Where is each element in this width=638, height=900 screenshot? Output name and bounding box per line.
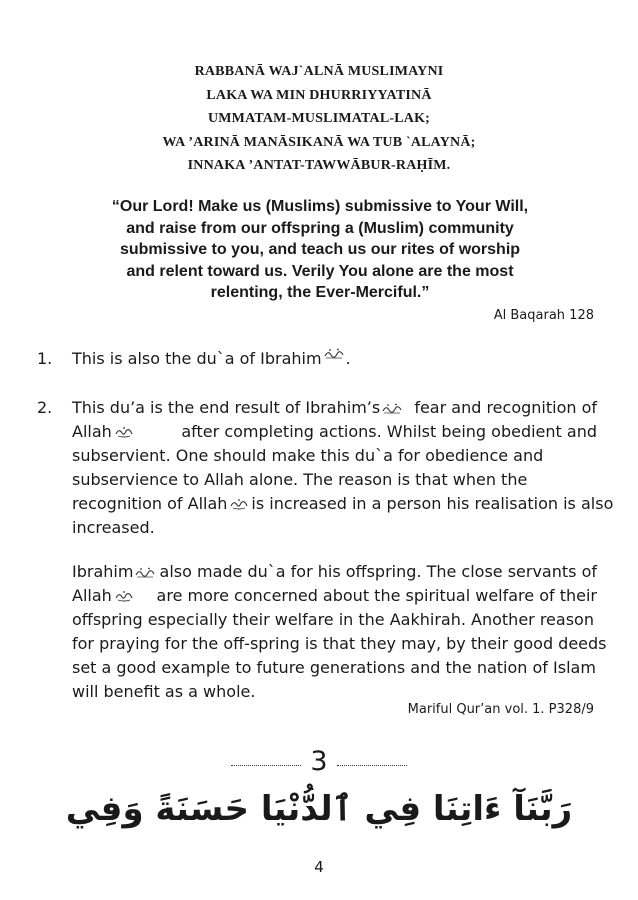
alayhis-salam-icon	[135, 566, 155, 578]
text-run: Allah	[72, 422, 112, 441]
list-item-text: This is also the du`a of Ibrahim	[72, 349, 322, 368]
transliteration-line: WA ’ARINĀ MANĀSIKANĀ WA TUB `ALAYNĀ;	[162, 134, 476, 150]
dotted-rule-left	[231, 765, 301, 766]
list-item-number: 1.	[37, 349, 53, 368]
list-item-text-end: .	[345, 349, 351, 368]
azza-wa-jalla-icon	[114, 590, 134, 602]
text-run: after completing actions. Whilst being obedient and	[181, 422, 597, 441]
text-run: Ibrahim	[72, 562, 134, 581]
azza-wa-jalla-icon	[229, 498, 249, 510]
section-number: 3	[310, 746, 328, 777]
alayhis-salam-icon	[324, 347, 344, 359]
dotted-rule-right	[337, 765, 407, 766]
list-item-1	[37, 347, 597, 371]
page-number: 4	[314, 858, 324, 876]
text-line: set a good example to future generations and the nation of Islam	[72, 658, 596, 677]
text-line: subservient. One should make this du`a for obedience and	[72, 446, 544, 465]
transliteration-line: INNAKA ’ANTAT-TAWWĀBUR-RAḤĪM.	[187, 158, 451, 173]
azza-wa-jalla-icon	[114, 426, 134, 438]
translation-line: and raise from our offspring a (Muslim) community	[126, 219, 514, 237]
translation-line: submissive to you, and teach us our rites of worship	[119, 241, 521, 258]
alayhis-salam-icon	[382, 402, 402, 414]
text-line: subservience to Allah alone. The reason is that when the	[72, 470, 528, 489]
text-line: offspring especially their welfare in the Aakhirah. Another reason	[72, 610, 594, 629]
text-run: also made du`a for his offspring. The close servants of	[159, 562, 597, 581]
transliteration-line: UMMATAM-MUSLIMATAL-LAK;	[207, 111, 431, 126]
source-reference: Mariful Qur’an vol. 1. P328/9	[407, 702, 594, 717]
translation-line: “Our Lord! Make us (Muslims) submissive to Your Will,	[111, 198, 529, 215]
transliteration-block	[0, 60, 638, 178]
list-item-number: 2.	[37, 398, 53, 417]
section-divider	[0, 746, 638, 777]
transliteration-line: RABBANĀ WAJ`ALNĀ MUSLIMAYNI	[194, 64, 444, 79]
text-run: This du’a is the end result of Ibrahim’s	[72, 398, 381, 417]
paragraph-2	[72, 560, 607, 704]
verse-reference: Al Baqarah 128	[493, 308, 594, 323]
arabic-verse: رَبَّنَآ ءَاتِنَا فِي ٱلدُّنْيَا حَسَنَةً وَفِي	[65, 789, 573, 829]
translation-line: relenting, the Ever-Merciful.”	[210, 284, 430, 301]
text-run: is increased in a person his realisation is also	[251, 494, 614, 513]
text-run: Allah	[72, 586, 112, 605]
text-line: will benefit as a whole.	[72, 682, 256, 701]
paragraph-1	[72, 396, 614, 540]
text-run: recognition of Allah	[72, 494, 228, 513]
translation-quote	[60, 196, 580, 304]
text-line: increased.	[72, 518, 155, 537]
text-run: are more concerned about the spiritual welfare of their	[156, 586, 597, 605]
text-line: for praying for the off-spring is that they may, by their good deeds	[72, 634, 607, 653]
transliteration-line: LAKA WA MIN DHURRIYYATINĀ	[206, 87, 432, 103]
list-item-2	[37, 396, 614, 704]
text-run: fear and recognition of	[414, 398, 597, 417]
translation-line: and relent toward us. Verily You alone are the most	[126, 262, 514, 280]
